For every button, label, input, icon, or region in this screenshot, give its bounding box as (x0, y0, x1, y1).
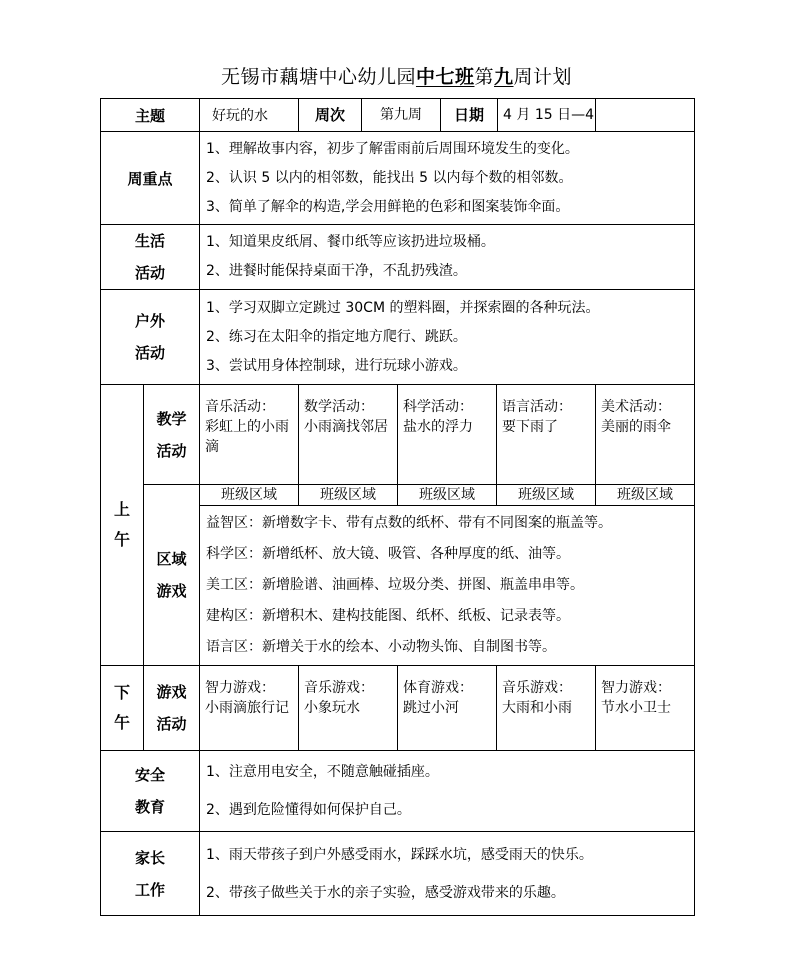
activity-type: 音乐游戏： (304, 680, 375, 696)
title-suffix: 周计划 (513, 66, 573, 88)
week-and-date (299, 99, 596, 132)
teaching-label-2: 活动 (156, 441, 187, 460)
activity-name: 跳过小河 (403, 700, 460, 716)
life-item: 2、进餐时能保持桌面干净，不乱扔残渣。 (206, 263, 467, 279)
title-class: 中七班 (415, 66, 475, 88)
afternoon-label-1: 下 (113, 683, 130, 702)
week-value: 第九周 (362, 99, 441, 131)
zone-tag-row (101, 485, 695, 506)
area-label (144, 485, 200, 666)
safety-label-2: 教育 (135, 798, 166, 816)
zone-tag: 班级区域 (200, 485, 299, 506)
activity-type: 音乐游戏： (502, 680, 573, 696)
activity-name: 彩虹上的小雨滴 (205, 419, 290, 455)
area-item: 语言区：新增关于水的绘本、小动物头饰、自制图书等。 (206, 639, 557, 655)
morning-label-1: 上 (113, 500, 130, 519)
area-label-2: 游戏 (156, 582, 187, 600)
theme-label: 主题 (101, 99, 200, 132)
games-label-2: 活动 (156, 715, 187, 733)
teaching-activity (398, 385, 497, 485)
game-activity (497, 666, 596, 751)
activity-name: 美丽的雨伞 (601, 419, 672, 435)
game-activity (200, 666, 299, 751)
outdoor-label-2: 活动 (135, 344, 166, 362)
zone-tag: 班级区域 (299, 485, 398, 506)
teaching-activity (200, 385, 299, 485)
outdoor-label-1: 户外 (135, 312, 166, 330)
game-activity (596, 666, 695, 751)
focus-label: 周重点 (101, 132, 200, 225)
parents-content (200, 832, 695, 916)
parents-label-2: 工作 (135, 880, 166, 899)
outdoor-item: 2、练习在太阳伞的指定地方爬行、跳跃。 (206, 328, 467, 345)
game-activity (398, 666, 497, 751)
focus-item: 2、认识 5 以内的相邻数，能找出 5 以内每个数的相邻数。 (206, 169, 573, 186)
safety-item: 2、遇到危险懂得如何保护自己。 (206, 802, 411, 818)
zone-tag: 班级区域 (596, 485, 695, 506)
activity-name: 小雨滴旅行记 (205, 700, 290, 716)
area-item: 科学区：新增纸杯、放大镜、吸管、各种厚度的纸、油等。 (206, 546, 571, 562)
activity-name: 小雨滴找邻居 (304, 419, 389, 435)
teaching-label (144, 385, 200, 485)
area-item: 美工区：新增脸谱、油画棒、垃圾分类、拼图、瓶盖串串等。 (206, 577, 585, 593)
safety-row (101, 751, 695, 832)
week-label: 周次 (299, 99, 362, 131)
games-label (144, 666, 200, 751)
games-label-1: 游戏 (156, 683, 187, 701)
life-label-1: 生活 (135, 232, 166, 250)
morning-label-2: 午 (113, 530, 130, 549)
focus-item: 1、理解故事内容，初步了解雷雨前后周围环境发生的变化。 (206, 140, 579, 157)
safety-content (200, 751, 695, 832)
parents-label (101, 832, 200, 916)
safety-label-1: 安全 (135, 766, 166, 784)
activity-name: 大雨和小雨 (502, 700, 573, 716)
parents-item: 2、带孩子做些关于水的亲子实验，感受游戏带来的乐趣。 (206, 884, 565, 901)
activity-name: 小象玩水 (304, 700, 361, 716)
game-activity (299, 666, 398, 751)
teaching-activity (299, 385, 398, 485)
header-row (101, 99, 695, 132)
date-value: 4 月 15 日—4 (503, 107, 595, 123)
teaching-label-1: 教学 (156, 409, 187, 428)
parents-label-1: 家长 (135, 848, 166, 867)
life-item: 1、知道果皮纸屑、餐巾纸等应该扔进垃圾桶。 (206, 234, 495, 250)
activity-type: 智力游戏： (205, 680, 276, 696)
activity-name: 节水小卫士 (601, 700, 672, 716)
activity-name: 盐水的浮力 (403, 419, 474, 435)
outdoor-item: 1、学习双脚立定跳过 30CM 的塑料圈，并探索圈的各种玩法。 (206, 299, 600, 316)
life-row (101, 225, 695, 290)
activity-type: 音乐活动： (205, 399, 276, 415)
area-content (200, 506, 695, 666)
zone-tag: 班级区域 (398, 485, 497, 506)
weekly-plan-table (100, 98, 695, 916)
activity-name: 要下雨了 (502, 419, 559, 435)
life-label-2: 活动 (135, 264, 166, 282)
theme-value: 好玩的水 (200, 99, 299, 132)
focus-content (200, 132, 695, 225)
activity-type: 智力游戏： (601, 680, 672, 696)
activity-type: 美术活动： (601, 399, 672, 415)
area-label-1: 区域 (156, 550, 187, 568)
afternoon-label-2: 午 (113, 713, 130, 732)
afternoon-row (101, 666, 695, 751)
life-label (101, 225, 200, 290)
outdoor-row (101, 290, 695, 385)
focus-row (101, 132, 695, 225)
outdoor-label (101, 290, 200, 385)
parents-row (101, 832, 695, 916)
teaching-activity (497, 385, 596, 485)
life-content (200, 225, 695, 290)
activity-type: 数学活动： (304, 399, 375, 415)
activity-type: 科学活动： (403, 399, 474, 415)
parents-item: 1、雨天带孩子到户外感受雨水，踩踩水坑，感受雨天的快乐。 (206, 846, 593, 863)
afternoon-label (101, 666, 144, 751)
focus-item: 3、简单了解伞的构造,学会用鲜艳的色彩和图案装饰伞面。 (206, 198, 570, 215)
safety-item: 1、注意用电安全，不随意触碰插座。 (206, 764, 439, 780)
activity-type: 体育游戏： (403, 680, 474, 696)
date-label: 日期 (441, 99, 498, 131)
title-week-number: 九 (494, 66, 514, 88)
page-title (0, 62, 793, 89)
title-school: 无锡市藕塘中心幼儿园 (220, 66, 416, 88)
area-item: 益智区：新增数字卡、带有点数的纸杯、带有不同图案的瓶盖等。 (206, 515, 613, 531)
teaching-activity (596, 385, 695, 485)
morning-label (101, 385, 144, 666)
area-item: 建构区：新增积木、建构技能图、纸杯、纸板、记录表等。 (206, 608, 571, 624)
activity-type: 语言活动： (502, 399, 573, 415)
zone-tag: 班级区域 (497, 485, 596, 506)
title-di: 第 (474, 66, 494, 88)
outdoor-item: 3、尝试用身体控制球，进行玩球小游戏。 (206, 357, 467, 374)
safety-label (101, 751, 200, 832)
outdoor-content (200, 290, 695, 385)
teaching-row (101, 385, 695, 485)
header-date-cont (596, 99, 695, 132)
